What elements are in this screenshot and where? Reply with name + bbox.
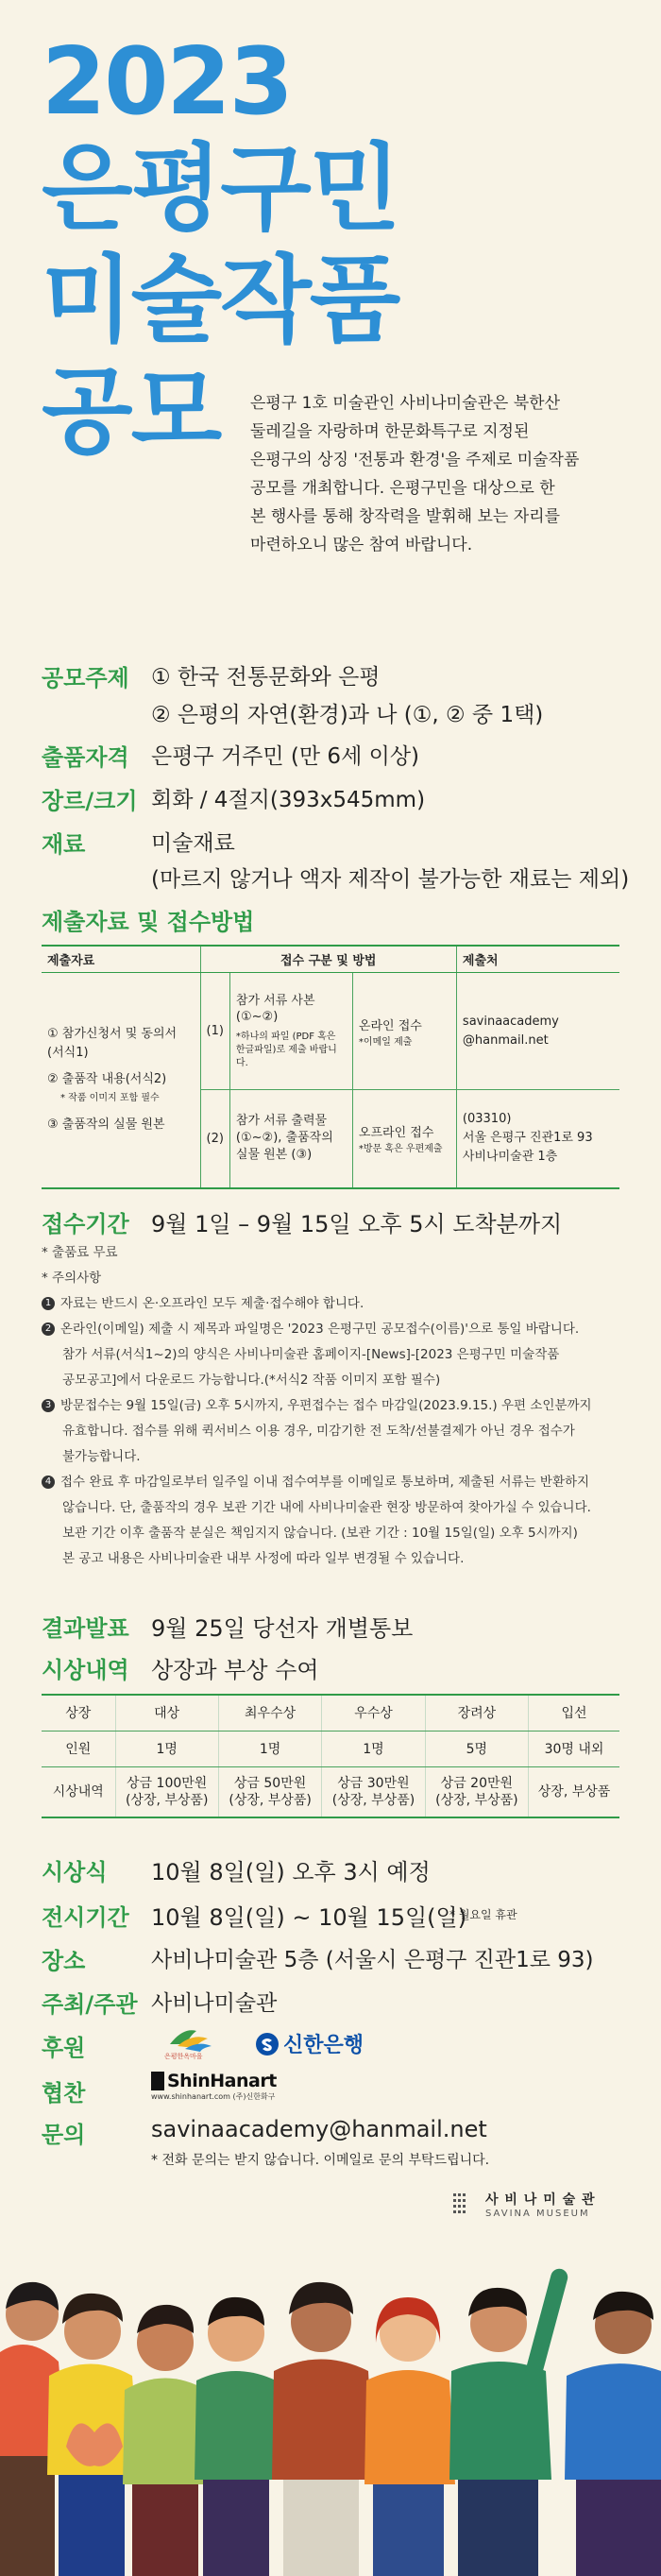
intro-line: 은평구의 상징 '전통과 환경'을 주제로 미술작품 <box>250 451 580 469</box>
submission-table <box>42 945 619 1189</box>
theme-2: ② 은평의 자연(환경)과 나 (①, ② 중 1택) <box>151 703 544 727</box>
support-label: 협찬 <box>42 2080 86 2107</box>
result-value: 9월 25일 당선자 개별통보 <box>151 1615 414 1642</box>
note-bullet: 2 <box>42 1322 55 1336</box>
result-label: 결과발표 <box>42 1615 129 1642</box>
contact-note: * 전화 문의는 받지 않습니다. 이메일로 문의 부탁드립니다. <box>151 2153 490 2168</box>
note-line: 보관 기간 이후 출품작 분실은 책임지지 않습니다. (보관 기간 : 10월 15일(일) 오후 5시까지) <box>62 1526 578 1541</box>
prize-amount: 상장, 부상품 <box>537 1783 611 1800</box>
eligibility-value: 은평구 거주민 (만 6세 이상) <box>151 744 420 769</box>
award-label: 시상내역 <box>42 1657 129 1683</box>
prize-extra: (상장, 부상품) <box>125 1792 209 1808</box>
table-row <box>42 1731 619 1766</box>
submission-title: 제출자료 및 접수방법 <box>42 909 255 935</box>
note-line: 참가 서류(서식1~2)의 양식은 사비나미술관 홈페이지-[News]-[2023 은평구민 미술작품 <box>62 1347 560 1362</box>
table-cell: 1명 <box>115 1731 218 1766</box>
hanok-text: 은평한옥마을 <box>164 2053 203 2060</box>
award-value: 상장과 부상 수여 <box>151 1657 319 1683</box>
table-header: 대상 <box>115 1695 218 1731</box>
method-number: (1) <box>200 973 229 1090</box>
prize-amount: 상금 30만원 <box>337 1775 410 1791</box>
intro-line: 공모를 개최합니다. 은평구민을 대상으로 한 <box>250 479 555 498</box>
note-line: 불가능합니다. <box>62 1449 141 1464</box>
table-header: 우수상 <box>322 1695 425 1731</box>
sponsor-label: 후원 <box>42 2035 86 2061</box>
savina-name-en: SAVINA MUSEUM <box>485 2209 590 2219</box>
intro-line: 둘레길을 자랑하며 한문화특구로 지정된 <box>250 422 530 441</box>
table-cell: 시상내역 <box>42 1766 115 1817</box>
host-label: 주최/주관 <box>42 1991 138 2018</box>
people-illustration <box>0 2210 661 2576</box>
place-label: 장소 <box>42 1948 86 1974</box>
materials-cell <box>42 973 200 1188</box>
table-header: 입선 <box>529 1695 619 1731</box>
person-illustration <box>449 2267 569 2576</box>
online-dest[interactable]: savinaacademy @hanmail.net <box>456 973 619 1090</box>
prize-amount: 상금 100만원 <box>127 1775 208 1791</box>
prize-extra: (상장, 부상품) <box>435 1792 518 1808</box>
offline-docs: 참가 서류 출력물 (①~②), 출품작의 실물 원본 (③) <box>229 1090 352 1188</box>
table-cell <box>425 1766 528 1817</box>
ceremony-label: 시상식 <box>42 1859 108 1885</box>
note-line: 본 공고 내용은 사비나미술관 내부 사정에 따라 일부 변경될 수 있습니다. <box>62 1551 465 1566</box>
note-line: 않습니다. 단, 출품작의 경우 보관 기간 내에 사비나미술관 현장 방문하여 찾아가실 수 있습니다. <box>62 1500 591 1515</box>
title-line-2: 미술작품 <box>42 245 399 355</box>
intro-line: 마련하오니 많은 참여 바랍니다. <box>250 536 473 554</box>
table-header: 상장 <box>42 1695 115 1731</box>
table-header: 제출자료 <box>42 946 200 973</box>
contact-label: 문의 <box>42 2122 86 2148</box>
exhibition-value: 10월 8일(일) ~ 10월 15일(일) <box>151 1904 467 1931</box>
shinhanart-sub: www.shinhanart.com (주)신한화구 <box>151 2092 276 2101</box>
savina-name-kr: 사 비 나 미 술 관 <box>485 2192 596 2208</box>
host-value: 사비나미술관 <box>151 1991 278 2016</box>
offline-dest: 서울 은평구 진관1로 93 <box>462 1131 593 1146</box>
intro-paragraph <box>250 389 633 559</box>
award-table <box>42 1694 619 1818</box>
table-row <box>42 973 619 1090</box>
theme-label: 공모주제 <box>42 665 129 691</box>
table-cell: 인원 <box>42 1731 115 1766</box>
table-row <box>42 1695 619 1731</box>
note-line: 공모공고]에서 다운로드 가능합니다.(*서식2 작품 이미지 포함 필수) <box>62 1373 441 1388</box>
online-method: 온라인 접수 <box>358 1018 422 1033</box>
eligibility-label: 출품자격 <box>42 744 129 771</box>
offline-dest-cell <box>456 1090 619 1188</box>
hanok-logo <box>151 2023 236 2061</box>
shinhan-logo <box>255 2029 364 2058</box>
table-header-row <box>42 946 619 973</box>
shinhanart-mark-icon <box>151 2072 164 2090</box>
note-bullet: 1 <box>42 1297 55 1310</box>
offline-method-cell <box>352 1090 456 1188</box>
online-docs-cell <box>229 973 352 1090</box>
offline-method-note: *방문 혹은 우편제출 <box>358 1144 443 1155</box>
note-line: 온라인(이메일) 제출 시 제목과 파일명은 '2023 은평구민 공모접수(이름)'으로 통일 바랍니다. <box>60 1322 580 1337</box>
title-line-1: 은평구민 <box>42 133 399 244</box>
ceremony-value: 10월 8일(일) 오후 3시 예정 <box>151 1859 431 1885</box>
theme-1: ① 한국 전통문화와 은평 <box>151 665 381 690</box>
genre-value: 회화 / 4절지(393x545mm) <box>151 788 426 812</box>
table-header: 장려상 <box>425 1695 528 1731</box>
person-illustration <box>364 2297 455 2576</box>
prize-amount: 상금 50만원 <box>233 1775 307 1791</box>
shinhanart-logo <box>151 2071 277 2102</box>
place-value: 사비나미술관 5층 (서울시 은평구 진관1로 93) <box>151 1948 594 1972</box>
intro-line: 은평구 1호 미술관인 사비나미술관은 북한산 <box>250 394 561 413</box>
table-cell: 1명 <box>322 1731 425 1766</box>
title-line-3: 공모 <box>42 356 221 467</box>
online-method-note: *이메일 제출 <box>358 1036 413 1048</box>
offline-method: 오프라인 접수 <box>358 1126 434 1141</box>
exhibition-note: * 월요일 휴관 <box>449 1908 517 1921</box>
person-illustration <box>272 2282 374 2576</box>
notice-title: * 주의사항 <box>42 1271 102 1286</box>
notes-block <box>42 1240 627 1572</box>
material-item: ③ 출품작의 실물 원본 <box>47 1117 165 1133</box>
table-cell: 1명 <box>218 1731 321 1766</box>
person-illustration <box>195 2297 281 2576</box>
table-cell <box>322 1766 425 1817</box>
online-method-cell <box>352 973 456 1090</box>
contact-email[interactable]: savinaacademy@hanmail.net <box>151 2116 487 2142</box>
period-label: 접수기간 <box>42 1211 129 1237</box>
table-cell: 30명 내외 <box>529 1731 619 1766</box>
material-item: ① 참가신청서 및 동의서 (서식1) <box>47 1027 178 1061</box>
shinhanart-text: ShinHanart <box>167 2071 277 2091</box>
table-header: 제출처 <box>456 946 619 973</box>
note-bullet: 4 <box>42 1476 55 1489</box>
table-cell: 5명 <box>425 1731 528 1766</box>
genre-label: 장르/크기 <box>42 788 138 814</box>
material-note: * 작품 이미지 포함 필수 <box>60 1093 160 1104</box>
person-illustration <box>565 2292 661 2576</box>
note-line: 자료는 반드시 온·오프라인 모두 제출·접수해야 합니다. <box>60 1296 364 1311</box>
table-header: 접수 구분 및 방법 <box>200 946 456 973</box>
table-cell <box>218 1766 321 1817</box>
note-line: 유효합니다. 접수를 위해 퀵서비스 이용 경우, 미감기한 전 도착/선불결제가 아닌 경우 접수가 <box>62 1424 575 1439</box>
material-value: 미술재료 <box>151 831 235 856</box>
online-note: *하나의 파일 (PDF 혹은 한글파일)로 제출 바랍니다. <box>235 1031 337 1068</box>
title-year: 2023 <box>42 28 292 136</box>
offline-dest: (03310) <box>462 1112 512 1127</box>
fee-note: * 출품료 무료 <box>42 1245 118 1260</box>
prize-extra: (상장, 부상품) <box>331 1792 415 1808</box>
offline-dest: 사비나미술관 1층 <box>462 1150 558 1165</box>
exhibition-label: 전시기간 <box>42 1904 129 1931</box>
online-docs: 참가 서류 사본 (①~②) <box>235 993 315 1024</box>
shinhan-icon <box>255 2032 280 2056</box>
note-line: 방문접수는 9월 15일(금) 오후 5시까지, 우편접수는 접수 마감일(2023.9.15.) 우편 소인분까지 <box>60 1398 592 1413</box>
prize-extra: (상장, 부상품) <box>229 1792 312 1808</box>
prize-amount: 상금 20만원 <box>440 1775 514 1791</box>
table-row <box>42 1766 619 1817</box>
intro-line: 본 행사를 통해 창작력을 발휘해 보는 자리를 <box>250 507 561 526</box>
table-cell <box>529 1766 619 1817</box>
note-line: 접수 완료 후 마감일로부터 일주일 이내 접수여부를 이메일로 통보하며, 제출된 서류는 반환하지 <box>60 1475 590 1490</box>
material-note: (마르지 않거나 액자 제작이 불가능한 재료는 제외) <box>151 867 630 892</box>
material-label: 재료 <box>42 831 86 858</box>
method-number: (2) <box>200 1090 229 1188</box>
period-value: 9월 1일 – 9월 15일 오후 5시 도착분까지 <box>151 1211 563 1237</box>
table-header: 최우수상 <box>218 1695 321 1731</box>
material-item: ② 출품작 내용(서식2) <box>47 1072 167 1087</box>
note-bullet: 3 <box>42 1399 55 1412</box>
table-cell <box>115 1766 218 1817</box>
shinhan-text: 신한은행 <box>283 2034 364 2057</box>
